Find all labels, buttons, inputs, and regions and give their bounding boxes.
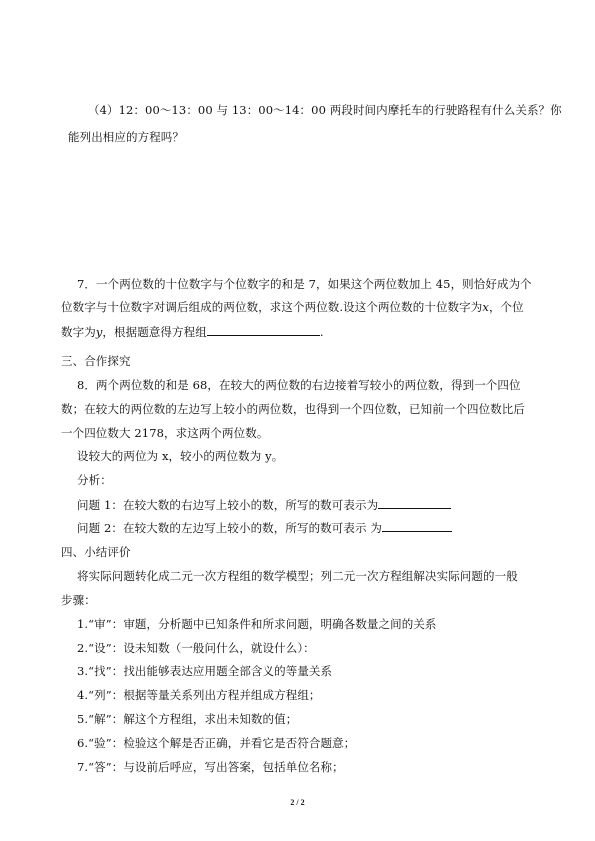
q7-line-3-start: 数字为 [61,325,96,339]
summary-intro-line-2: 步骤： [61,593,96,607]
q7-line-1: 7．一个两位数的十位数字与个位数字的和是 7，如果这个两位数加上 45，则恰好成为个 [77,277,532,291]
step-5: 5.“解”：解这个方程组，求出未知数的值； [77,712,298,726]
var-x: x [482,300,489,314]
step-4: 4.“列”：根据等量关系列出方程并组成方程组； [77,688,321,702]
summary-intro-line-1: 将实际问题转化成二元一次方程组的数学模型；列二元一次方程组解决实际问题的一般 [77,569,518,583]
section-4-heading: 四、小结评价 [61,545,131,559]
problem-2-blank[interactable] [382,520,452,532]
problem-1-blank[interactable] [378,497,451,509]
problem-2-text: 问题 2：在较大数的左边写上较小的数，所写的数可表示 为 [77,521,382,535]
q7-line-3 [61,324,324,340]
q7-line-3-mid: ，根据题意得方程组 [102,325,207,339]
q7-line-2-end: ，个位 [488,300,524,314]
step-7: 7.“答”：与设前后呼应，写出答案，包括单位名称； [77,760,344,774]
step-3: 3.“找”：找出能够表达应用题全部含义的等量关系 [77,664,333,678]
q8-line-3: 一个四位数大 2178，求这两个两位数。 [61,426,269,440]
problem-2 [77,520,452,536]
problem-1-text: 问题 1：在较大数的右边写上较小的数，所写的数可表示为 [77,498,379,512]
equation-system-blank[interactable] [207,324,320,336]
problem-1 [77,497,451,513]
q8-line-2: 数；在较大的两位数的左边写上较小的两位数，也得到一个四位数，已知前一个四位数比后 [61,402,525,416]
q7-line-2-text: 位数字与十位数字对调后组成的两位数，求这个两位数.设这个两位数的十位数字为 [61,300,483,314]
var-y: y [95,325,103,339]
q4-line-2: 能列出相应的方程吗？ [68,130,184,144]
step-2: 2.“设”：设未知数（一般问什么，就设什么）： [77,641,315,655]
q7-line-3-end: . [319,325,324,339]
q7-line-2 [61,300,524,315]
step-1: 1.“审”：审题，分析题中已知条件和所求问题，明确各数量之间的关系 [77,617,437,631]
section-3-heading: 三、合作探究 [61,354,131,368]
step-6: 6.“验”：检验这个解是否正确，并看它是否符合题意； [77,736,356,750]
page-number: 2 / 2 [290,798,305,807]
analysis-label: 分析： [77,473,112,487]
q8-line-1: 8．两个两位数的和是 68，在较大的两位数的右边接着写较小的两位数，得到一个四位 [77,378,521,392]
q4-line-1: （4）12：00～13：00 与 13：00～14：00 两段时间内摩托车的行驶路程有什么关系？你 [88,103,562,117]
assumption-text: 设较大的两位为 x，较小的两位数为 y。 [77,449,284,463]
